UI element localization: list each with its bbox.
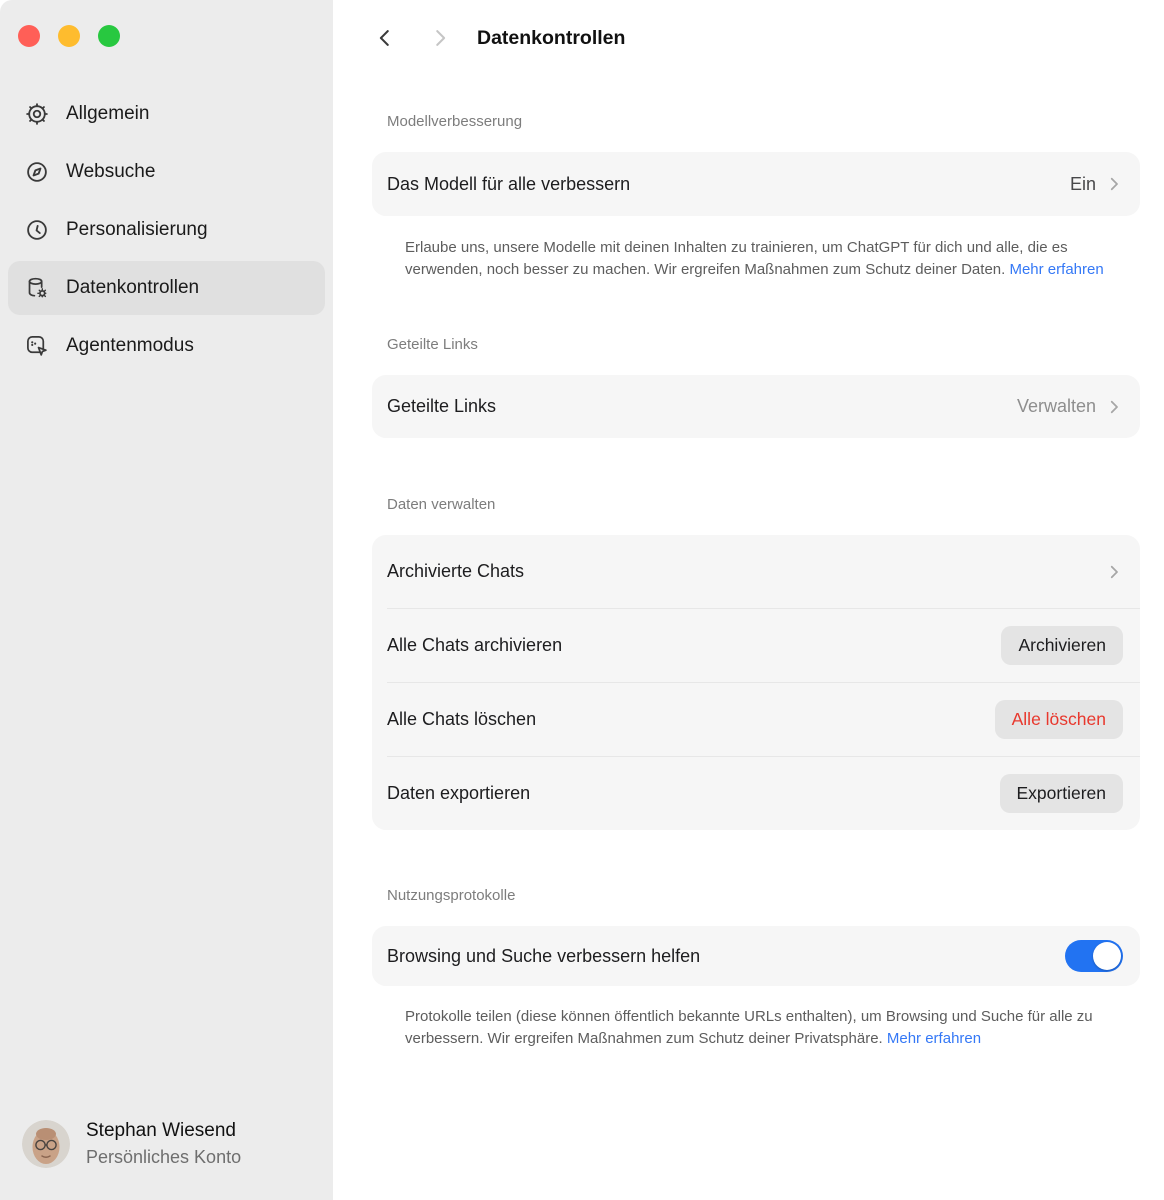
usage-logs-description: Protokolle teilen (diese können öffentlich bekannte URLs enthalten), um Browsing und Suche für alle zu verbessern. Wir ergreifen Maßnahmen zum Schutz deiner Privatsphäre. Mehr erfahren <box>405 1008 1093 1047</box>
back-button[interactable] <box>373 26 397 50</box>
row-label: Geteilte Links <box>387 396 497 416</box>
row-label: Archivierte Chats <box>387 561 525 581</box>
delete-all-chats-row <box>372 683 1140 756</box>
model-improvement-row[interactable] <box>372 152 1140 216</box>
archive-all-button[interactable]: Archivieren <box>1001 626 1123 665</box>
row-value: Verwalten <box>1016 396 1096 416</box>
sidebar-item-websuche[interactable] <box>8 145 325 199</box>
sidebar-item-agentenmodus[interactable] <box>8 319 325 373</box>
forward-button[interactable] <box>428 26 452 50</box>
archive-all-chats-row <box>372 609 1140 682</box>
archived-chats-row[interactable] <box>372 535 1140 608</box>
section-label-nutzungsprotokolle: Nutzungsprotokolle <box>387 887 516 904</box>
delete-all-button[interactable]: Alle löschen <box>995 700 1123 739</box>
compass-icon <box>24 159 50 185</box>
row-label: Browsing und Suche verbessern helfen <box>387 945 701 966</box>
browsing-toggle[interactable] <box>1065 940 1123 972</box>
row-label: Alle Chats archivieren <box>387 635 563 655</box>
close-window-button[interactable] <box>18 25 40 47</box>
sidebar <box>0 0 333 1200</box>
shared-links-card <box>372 375 1140 438</box>
sidebar-item-label: Datenkontrollen <box>66 277 200 298</box>
row-value: Ein <box>1069 173 1096 194</box>
usage-logs-card <box>372 926 1140 986</box>
shared-links-row[interactable] <box>372 375 1140 438</box>
row-label: Das Modell für alle verbessern <box>387 173 631 194</box>
export-button[interactable]: Exportieren <box>1000 774 1124 813</box>
avatar <box>22 1120 70 1168</box>
chevron-right-icon <box>1105 563 1123 581</box>
page-title: Datenkontrollen <box>477 26 626 49</box>
manage-data-card <box>372 535 1140 830</box>
sidebar-item-label: Websuche <box>66 161 156 182</box>
section-label-modellverbesserung: Modellverbesserung <box>387 113 523 130</box>
account-name: Stephan Wiesend <box>86 1120 236 1141</box>
page-header <box>333 0 1164 51</box>
learn-more-link[interactable]: Mehr erfahren <box>1009 261 1104 278</box>
main-panel <box>333 0 1164 1200</box>
agent-cursor-icon <box>24 333 50 359</box>
model-improvement-description: Erlaube uns, unsere Modelle mit deinen Inhalten zu trainieren, um ChatGPT für dich und alle, die es verwenden, noch besser zu machen. Wir ergreifen Maßnahmen zum Schutz deiner Daten. Mehr erfahren <box>405 239 1104 278</box>
settings-content <box>333 113 1140 1050</box>
minimize-window-button[interactable] <box>58 25 80 47</box>
chevron-right-icon <box>429 27 451 49</box>
row-label: Daten exportieren <box>387 783 531 803</box>
sidebar-item-datenkontrollen[interactable] <box>8 261 325 315</box>
toggle-knob <box>1093 942 1121 970</box>
account-type: Persönliches Konto <box>86 1147 242 1167</box>
zoom-window-button[interactable] <box>98 25 120 47</box>
gear-icon <box>24 101 50 127</box>
database-gear-icon <box>24 275 50 301</box>
sidebar-item-allgemein[interactable] <box>8 87 325 141</box>
improve-browsing-row <box>372 926 1140 986</box>
window-controls <box>0 0 333 47</box>
chevron-right-icon <box>1105 398 1123 416</box>
sidebar-item-label: Personalisierung <box>66 219 208 240</box>
sidebar-item-label: Agentenmodus <box>66 335 194 356</box>
account-info <box>86 1118 241 1170</box>
section-label-geteilte-links: Geteilte Links <box>387 336 478 353</box>
account-profile[interactable] <box>22 1118 241 1170</box>
sidebar-nav <box>8 87 325 373</box>
sidebar-item-label: Allgemein <box>66 103 150 124</box>
section-label-daten-verwalten: Daten verwalten <box>387 496 496 513</box>
clock-icon <box>24 217 50 243</box>
export-data-row <box>372 757 1140 830</box>
row-label: Alle Chats löschen <box>387 709 537 729</box>
model-improvement-card <box>372 152 1140 216</box>
sidebar-item-personalisierung[interactable] <box>8 203 325 257</box>
learn-more-link[interactable]: Mehr erfahren <box>886 1030 982 1047</box>
chevron-left-icon <box>374 27 396 49</box>
chevron-right-icon <box>1105 175 1123 193</box>
